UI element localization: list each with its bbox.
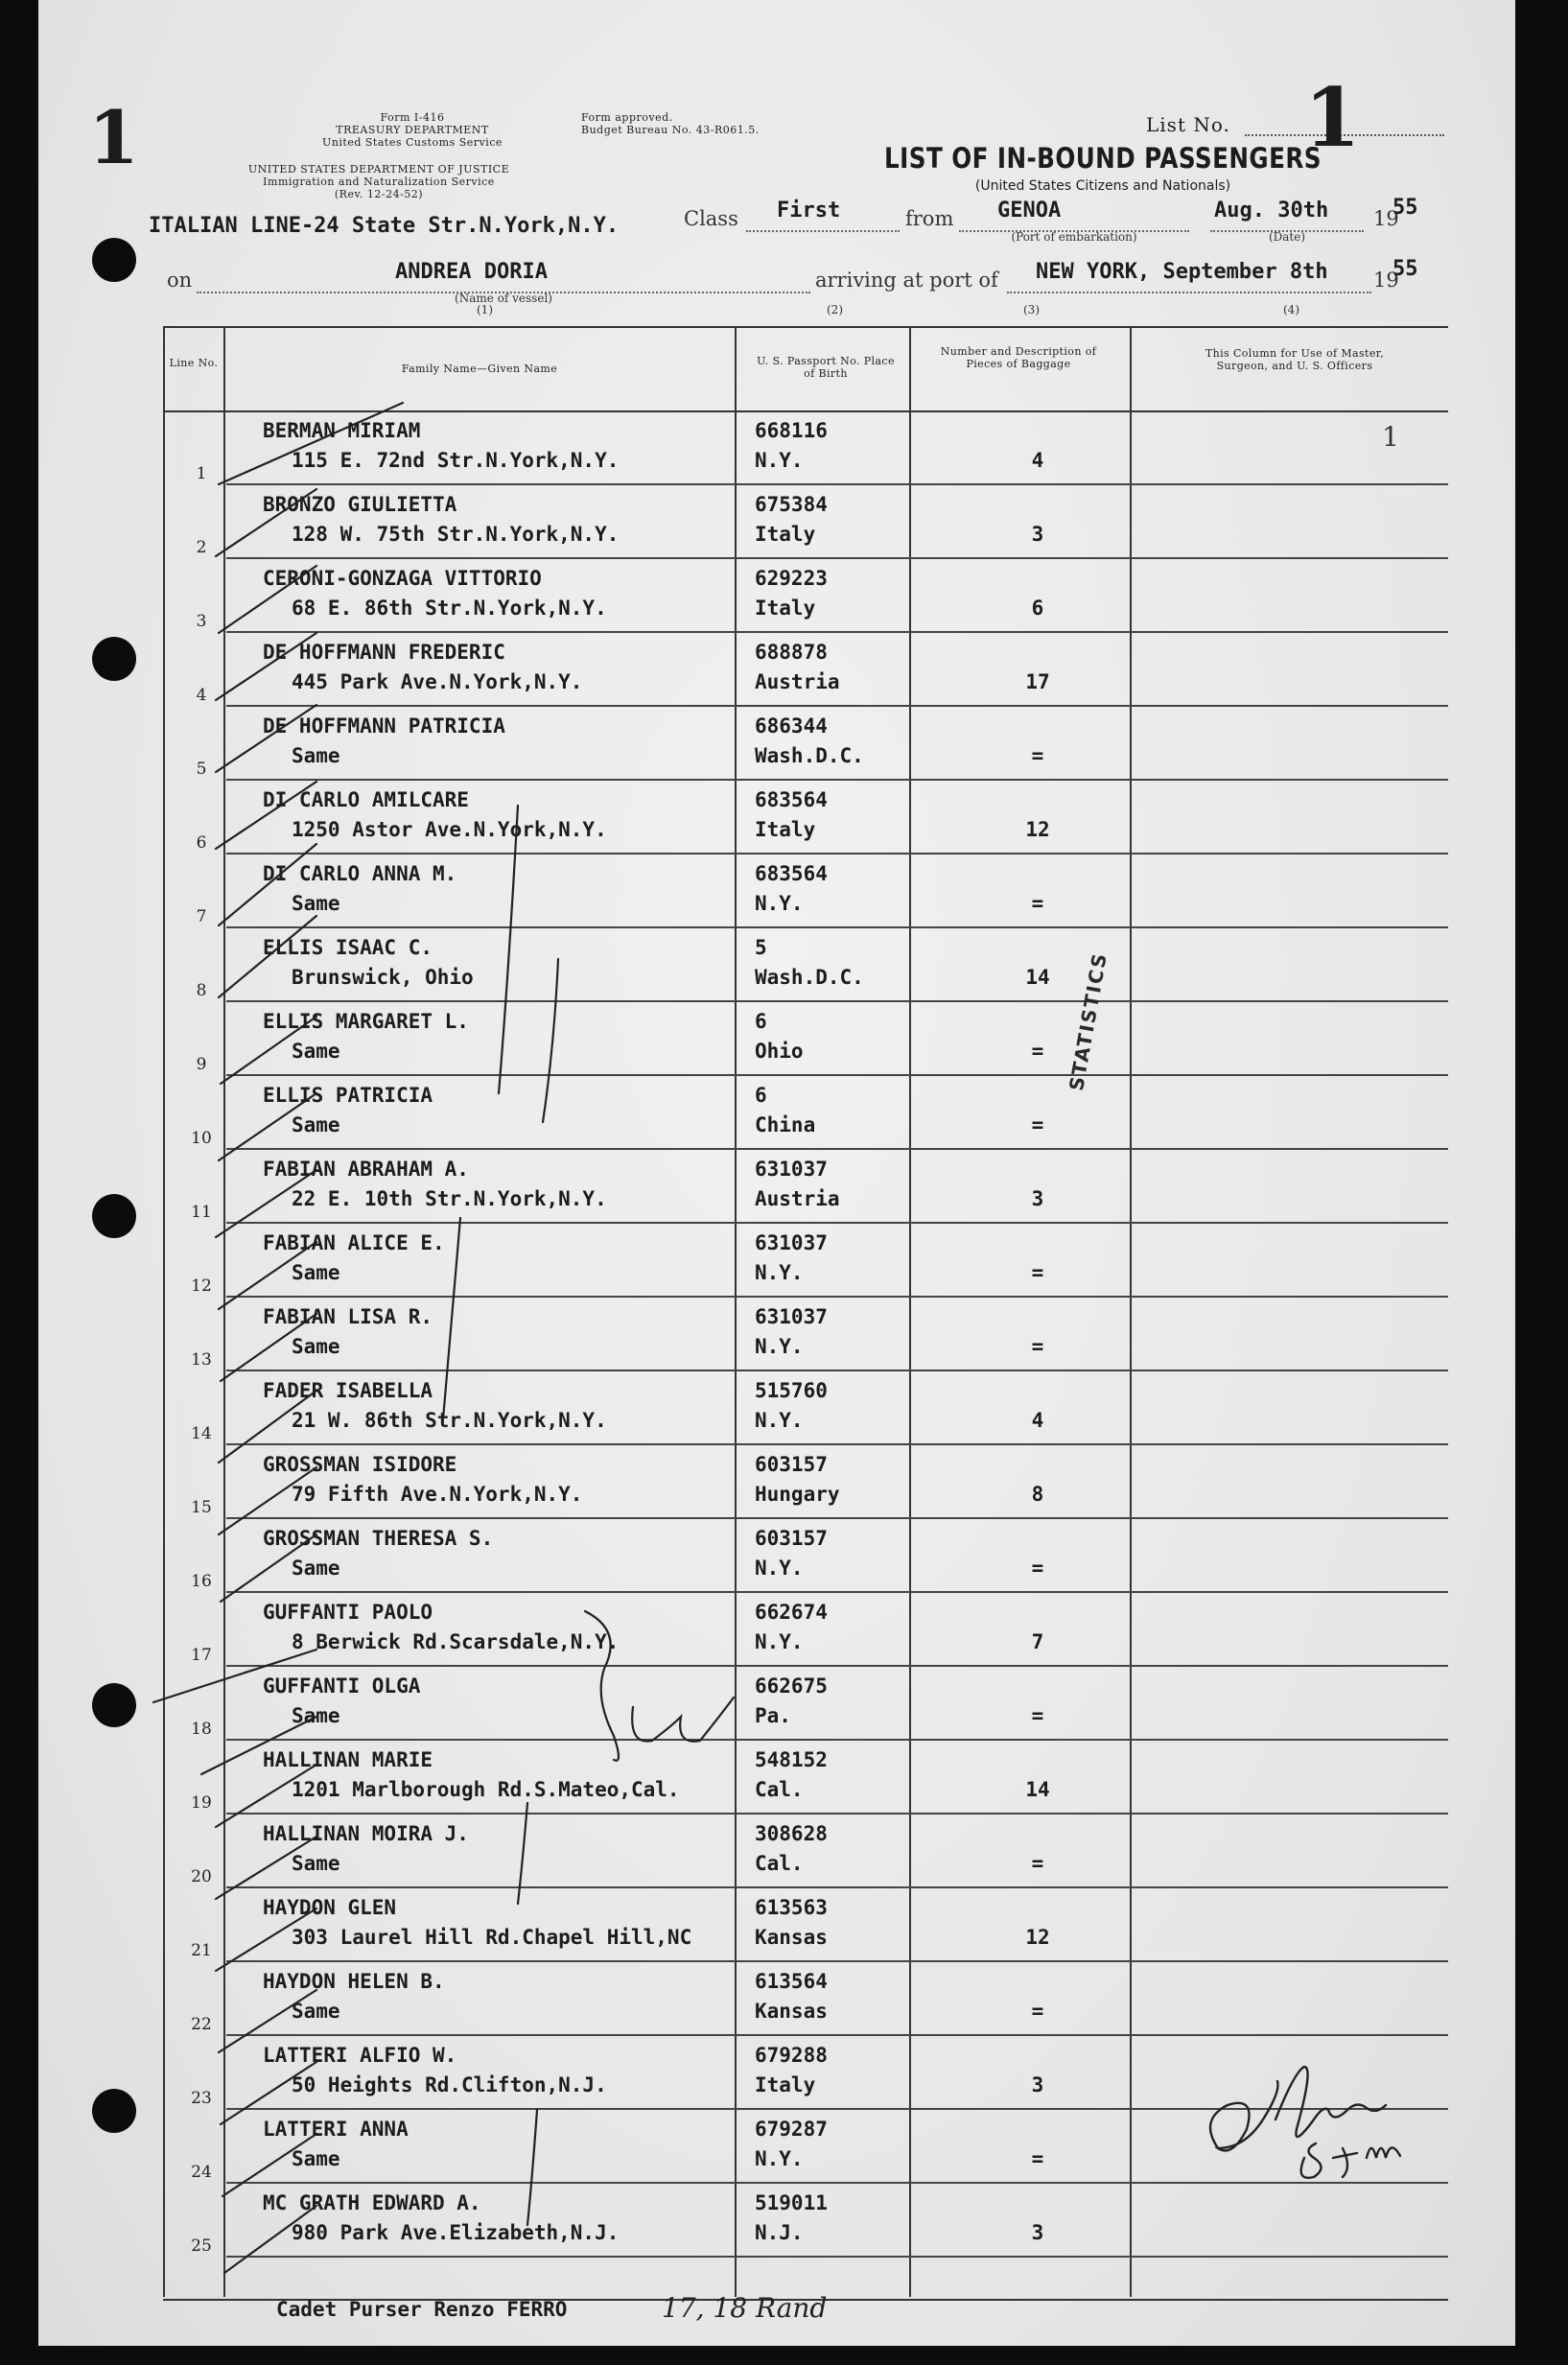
place-of-birth: Kansas [755,1926,828,1949]
place-of-birth: Wash.D.C. [755,966,864,989]
place-of-birth: Cal. [755,1778,804,1801]
place-of-birth: Ohio [755,1040,804,1063]
date-caption: (Date) [1268,230,1306,244]
passenger-name: DE HOFFMANN FREDERIC [263,641,505,664]
place-of-birth: Hungary [755,1483,840,1506]
form-approval: Form approved. [581,111,673,124]
passenger-name: GUFFANTI OLGA [263,1674,421,1698]
passenger-name: ELLIS PATRICIA [263,1084,433,1107]
form-number: Form I-416 [380,111,445,124]
place-of-birth: N.Y. [755,1630,804,1653]
arrival-year-prefix: 19 [1373,269,1399,292]
table-row [163,1076,1448,1150]
passenger-address: Same [292,2147,340,2170]
passenger-name: HALLINAN MARIE [263,1748,433,1771]
embarkation-port: GENOA [997,199,1062,222]
arriving-label: arriving at port of [815,269,998,292]
justice-department: UNITED STATES DEPARTMENT OF JUSTICE [247,163,510,176]
place-of-birth: N.J. [755,2221,804,2244]
passport-number: 631037 [755,1305,828,1328]
officer-mark: 1 [1382,421,1399,453]
passenger-address: Same [292,1113,340,1136]
passport-number: 683564 [755,788,828,811]
passenger-name: BERMAN MIRIAM [263,419,421,442]
line-number: 15 [191,1498,212,1517]
line-number: 22 [191,2015,212,2034]
passenger-address: Same [292,1335,340,1358]
place-of-birth: Italy [755,818,816,841]
passenger-name: FABIAN LISA R. [263,1305,433,1328]
line-number: 10 [191,1129,212,1148]
passenger-address: Same [292,1852,340,1875]
place-of-birth: Austria [755,1187,840,1210]
line-number: 11 [191,1203,212,1222]
baggage-count: = [1031,1335,1044,1358]
line-number: 6 [196,833,207,853]
passenger-address: 79 Fifth Ave.N.York,N.Y. [292,1483,583,1506]
passenger-name: DI CARLO ANNA M. [263,862,457,885]
baggage-count: = [1031,1557,1044,1580]
passenger-address: 22 E. 10th Str.N.York,N.Y. [292,1187,607,1210]
baggage-count: = [1031,1113,1044,1136]
baggage-count: = [1031,744,1044,767]
baggage-count: 14 [1025,966,1050,989]
table-row [163,928,1448,1002]
passport-number: 613564 [755,1970,828,1993]
col-number-1: (1) [477,303,493,316]
table-row [163,1888,1448,1962]
passenger-address: 21 W. 86th Str.N.York,N.Y. [292,1409,607,1432]
line-number: 7 [196,907,207,926]
line-number: 17 [191,1646,212,1665]
departure-year-prefix: 19 [1373,207,1399,230]
shipping-line-address: ITALIAN LINE-24 State Str.N.York,N.Y. [149,214,620,238]
place-of-birth: N.Y. [755,892,804,915]
col-header-passport: U. S. Passport No. Place of Birth [757,355,895,380]
passenger-address: Same [292,1704,340,1727]
table-row [163,855,1448,928]
table-row [163,1593,1448,1667]
passport-number: 688878 [755,641,828,664]
table-row [163,1445,1448,1519]
place-of-birth: Cal. [755,1852,804,1875]
passenger-address: 303 Laurel Hill Rd.Chapel Hill,NC [292,1926,692,1949]
passenger-address: Brunswick, Ohio [292,966,474,989]
departure-date: Aug. 30th [1214,199,1329,222]
class-underline [746,230,900,232]
vessel-name: ANDREA DORIA [395,260,548,284]
passenger-address: Same [292,1557,340,1580]
punch-hole [92,238,136,282]
baggage-count: 4 [1031,449,1044,472]
vessel-caption: (Name of vessel) [455,292,552,305]
line-number: 25 [191,2236,212,2256]
table-row [163,781,1448,855]
passenger-name: ELLIS MARGARET L. [263,1010,469,1033]
passenger-address: 1250 Astor Ave.N.York,N.Y. [292,818,607,841]
passport-number: 675384 [755,493,828,516]
line-number: 4 [196,686,207,705]
list-no-value: 1 [1304,70,1361,165]
table-row [163,1815,1448,1888]
passenger-name: FABIAN ABRAHAM A. [263,1158,469,1181]
page-title: LIST OF IN-BOUND PASSENGERS [884,142,1322,175]
passport-number: 308628 [755,1822,828,1845]
col-header-officers: This Column for Use of Master, Surgeon, and U. S. Officers [1205,347,1385,372]
place-of-birth: Italy [755,597,816,620]
table-row [163,707,1448,781]
line-number: 13 [191,1350,212,1370]
baggage-count: = [1031,1704,1044,1727]
line-number: 5 [196,760,207,779]
table-row [163,1519,1448,1593]
passenger-name: CERONI-GONZAGA VITTORIO [263,567,542,590]
table-row [163,411,1448,485]
baggage-count: 3 [1031,1187,1044,1210]
place-of-birth: Italy [755,2073,816,2096]
statistics-stamp: STATISTICS [1065,949,1112,1093]
baggage-count: = [1031,2000,1044,2023]
place-of-birth: China [755,1113,816,1136]
punch-hole [92,1194,136,1238]
place-of-birth: Italy [755,523,816,546]
place-of-birth: N.Y. [755,2147,804,2170]
passenger-name: LATTERI ALFIO W. [263,2044,457,2067]
handwritten-note: 17, 18 Rand [662,2292,828,2324]
baggage-count: = [1031,1040,1044,1063]
table-row [163,485,1448,559]
port-caption: (Port of embarkation) [1011,230,1137,244]
treasury-department: TREASURY DEPARTMENT [336,124,489,136]
table-row [163,1002,1448,1076]
passport-number: 668116 [755,419,828,442]
budget-bureau: Budget Bureau No. 43-R061.5. [581,124,760,136]
passenger-address: Same [292,744,340,767]
baggage-count: 3 [1031,2073,1044,2096]
table-row [163,1224,1448,1298]
passenger-address: 128 W. 75th Str.N.York,N.Y. [292,523,620,546]
baggage-count: 8 [1031,1483,1044,1506]
line-number: 9 [196,1055,207,1074]
passenger-name: HAYDON HELEN B. [263,1970,445,1993]
line-number: 14 [191,1424,212,1443]
passport-number: 631037 [755,1231,828,1254]
baggage-count: 3 [1031,2221,1044,2244]
passport-number: 515760 [755,1379,828,1402]
col-header-line: Line No. [169,357,219,369]
baggage-count: = [1031,2147,1044,2170]
place-of-birth: N.Y. [755,1261,804,1284]
passenger-name: GUFFANTI PAOLO [263,1601,433,1624]
place-of-birth: N.Y. [755,449,804,472]
baggage-count: 14 [1025,1778,1050,1801]
passenger-name: DE HOFFMANN PATRICIA [263,714,505,738]
table-row [163,633,1448,707]
passport-number: 683564 [755,862,828,885]
arrival-year: 55 [1392,257,1418,281]
baggage-count: 6 [1031,597,1044,620]
line-number: 8 [196,981,207,1000]
passport-number: 631037 [755,1158,828,1181]
line-number: 20 [191,1867,212,1886]
col-number-3: (3) [1023,303,1040,316]
row-divider [226,2256,1448,2258]
passenger-address: 50 Heights Rd.Clifton,N.J. [292,2073,607,2096]
arrival-underline [1007,292,1371,293]
passport-number: 6 [755,1084,767,1107]
arrival-port-date: NEW YORK, September 8th [1036,260,1328,284]
passenger-name: ELLIS ISAAC C. [263,936,433,959]
form-revision: (Rev. 12-24-52) [334,188,424,200]
passport-number: 686344 [755,714,828,738]
table-row [163,1371,1448,1445]
punch-hole [92,637,136,681]
baggage-count: 7 [1031,1630,1044,1653]
place-of-birth: Wash.D.C. [755,744,864,767]
baggage-count: = [1031,1852,1044,1875]
place-of-birth: Austria [755,670,840,693]
passport-number: 548152 [755,1748,828,1771]
passenger-name: LATTERI ANNA [263,2118,409,2141]
passport-number: 662675 [755,1674,828,1698]
passenger-class: First [777,199,841,222]
line-number: 19 [191,1793,212,1813]
passenger-address: 445 Park Ave.N.York,N.Y. [292,670,583,693]
col-header-name: Family Name—Given Name [401,363,558,375]
passenger-address: 68 E. 86th Str.N.York,N.Y. [292,597,607,620]
baggage-count: 12 [1025,818,1050,841]
line-number: 21 [191,1941,212,1960]
line-number: 24 [191,2163,212,2182]
passport-number: 519011 [755,2191,828,2214]
table-row [163,1150,1448,1224]
punch-hole [92,1683,136,1727]
passport-number: 6 [755,1010,767,1033]
punch-hole [92,2089,136,2133]
passport-number: 679288 [755,2044,828,2067]
officer-signature [1189,2014,1458,2206]
passenger-name: FADER ISABELLA [263,1379,433,1402]
passport-number: 662674 [755,1601,828,1624]
passport-number: 613563 [755,1896,828,1919]
place-of-birth: N.Y. [755,1335,804,1358]
passport-number: 603157 [755,1527,828,1550]
line-number: 23 [191,2089,212,2108]
passenger-name: DI CARLO AMILCARE [263,788,469,811]
class-label: Class [684,207,738,230]
from-label: from [905,207,954,230]
baggage-count: 4 [1031,1409,1044,1432]
passenger-name: BRONZO GIULIETTA [263,493,457,516]
baggage-count: 12 [1025,1926,1050,1949]
passenger-name: GROSSMAN ISIDORE [263,1453,457,1476]
purser-name: Cadet Purser Renzo FERRO [276,2298,568,2321]
page-subtitle: (United States Citizens and Nationals) [974,178,1231,194]
col-header-baggage: Number and Description of Pieces of Baggage [940,345,1097,370]
passenger-name: GROSSMAN THERESA S. [263,1527,494,1550]
passenger-address: Same [292,1261,340,1284]
passport-number: 629223 [755,567,828,590]
passenger-name: HAYDON GLEN [263,1896,397,1919]
line-number: 16 [191,1572,212,1591]
table-row [163,1741,1448,1815]
col-number-4: (4) [1283,303,1299,316]
line-number: 1 [196,464,207,483]
passenger-address: Same [292,2000,340,2023]
place-of-birth: Kansas [755,2000,828,2023]
table-row [163,1298,1448,1371]
passenger-address: Same [292,1040,340,1063]
table-row [163,559,1448,633]
place-of-birth: Pa. [755,1704,791,1727]
passport-number: 603157 [755,1453,828,1476]
departure-year: 55 [1392,196,1418,220]
passport-number: 679287 [755,2118,828,2141]
on-label: on [167,269,193,292]
line-number: 12 [191,1276,212,1296]
list-no-label: List No. [1146,113,1230,136]
passenger-address: Same [292,892,340,915]
line-number: 3 [196,612,207,631]
corner-page-number: 1 [88,95,139,180]
passenger-name: MC GRATH EDWARD A. [263,2191,481,2214]
line-number: 18 [191,1720,212,1739]
baggage-count: = [1031,892,1044,915]
passenger-address: 980 Park Ave.Elizabeth,N.J. [292,2221,620,2244]
customs-service: United States Customs Service [322,136,503,149]
place-of-birth: N.Y. [755,1557,804,1580]
line-number: 2 [196,538,207,557]
passenger-address: 115 E. 72nd Str.N.York,N.Y. [292,449,620,472]
passenger-name: HALLINAN MOIRA J. [263,1822,469,1845]
col-number-2: (2) [827,303,843,316]
passenger-address: 1201 Marlborough Rd.S.Mateo,Cal. [292,1778,680,1801]
baggage-count: = [1031,1261,1044,1284]
ins-service: Immigration and Naturalization Service [263,176,495,188]
passport-number: 5 [755,936,767,959]
baggage-count: 17 [1025,670,1050,693]
passenger-name: FABIAN ALICE E. [263,1231,445,1254]
passenger-address: 8 Berwick Rd.Scarsdale,N.Y. [292,1630,620,1653]
place-of-birth: N.Y. [755,1409,804,1432]
table-row [163,1667,1448,1741]
baggage-count: 3 [1031,523,1044,546]
